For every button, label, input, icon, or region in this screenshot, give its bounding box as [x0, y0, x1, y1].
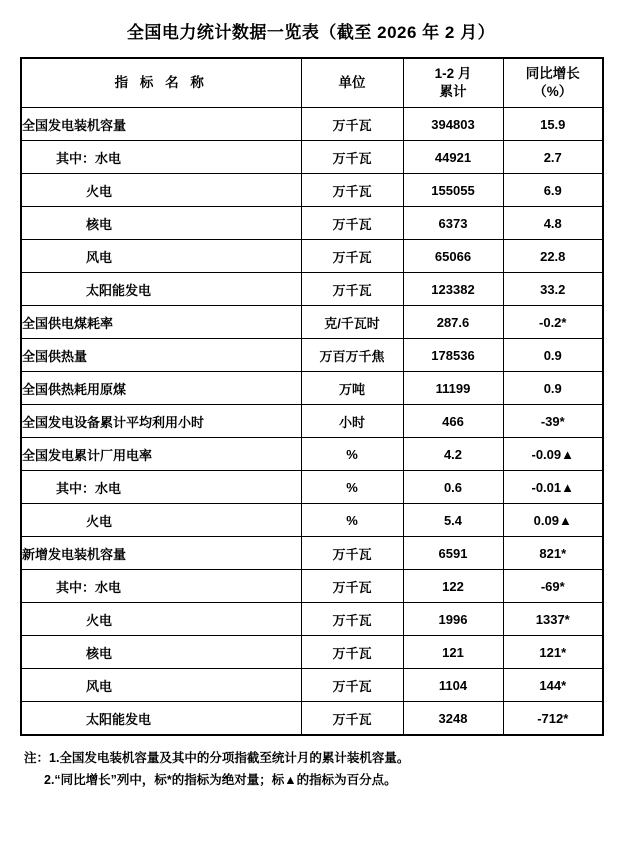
table-row — [21, 471, 603, 504]
cell-unit: 万吨 — [301, 372, 403, 405]
cell-yoy-growth: -69* — [503, 570, 603, 603]
column-header-cumulative-line2: 累计 — [439, 84, 467, 99]
table-row — [21, 603, 603, 636]
cell-unit: 万千瓦 — [301, 174, 403, 207]
cell-cumulative-value: 5.4 — [403, 504, 503, 537]
note-line-2: 2.“同比增长”列中，标*的指标为绝对量；标▲的指标为百分点。 — [44, 772, 397, 787]
cell-unit: % — [301, 504, 403, 537]
table-header — [21, 58, 603, 108]
table-row — [21, 273, 603, 306]
cell-indicator-name: 全国发电装机容量 — [21, 108, 301, 141]
cell-unit: 万千瓦 — [301, 669, 403, 702]
cell-cumulative-value: 1996 — [403, 603, 503, 636]
table-row — [21, 438, 603, 471]
cell-indicator-name: 风电 — [21, 240, 301, 273]
cell-cumulative-value: 123382 — [403, 273, 503, 306]
table-row — [21, 141, 603, 174]
cell-indicator-name: 火电 — [21, 504, 301, 537]
cell-indicator-name: 核电 — [21, 207, 301, 240]
cell-cumulative-value: 394803 — [403, 108, 503, 141]
cell-unit: 万千瓦 — [301, 603, 403, 636]
table-notes — [24, 748, 598, 792]
column-header-yoy-growth — [503, 58, 603, 108]
cell-unit: 万百万千焦 — [301, 339, 403, 372]
table-row — [21, 207, 603, 240]
column-header-cumulative-value — [403, 58, 503, 108]
cell-cumulative-value: 466 — [403, 405, 503, 438]
cell-yoy-growth: -39* — [503, 405, 603, 438]
cell-unit: 克/千瓦时 — [301, 306, 403, 339]
cell-cumulative-value: 44921 — [403, 141, 503, 174]
cell-yoy-growth: 15.9 — [503, 108, 603, 141]
cell-indicator-name: 其中：水电 — [21, 471, 301, 504]
cell-indicator-name: 风电 — [21, 669, 301, 702]
cell-yoy-growth: -0.09▲ — [503, 438, 603, 471]
cell-yoy-growth: 0.9 — [503, 372, 603, 405]
table-row — [21, 636, 603, 669]
cell-unit: 万千瓦 — [301, 702, 403, 736]
cell-unit: 万千瓦 — [301, 207, 403, 240]
cell-cumulative-value: 11199 — [403, 372, 503, 405]
table-row — [21, 570, 603, 603]
table-header-row — [21, 58, 603, 108]
table-row — [21, 405, 603, 438]
cell-indicator-name: 新增发电装机容量 — [21, 537, 301, 570]
column-header-indicator-name-label: 指 标 名 称 — [114, 74, 208, 90]
table-row — [21, 669, 603, 702]
column-header-yoy-line1: 同比增长 — [525, 65, 580, 81]
cell-yoy-growth: -712* — [503, 702, 603, 736]
cell-cumulative-value: 287.6 — [403, 306, 503, 339]
cell-yoy-growth: -0.2* — [503, 306, 603, 339]
cell-indicator-name: 太阳能发电 — [21, 273, 301, 306]
table-row — [21, 240, 603, 273]
cell-yoy-growth: 33.2 — [503, 273, 603, 306]
cell-cumulative-value: 65066 — [403, 240, 503, 273]
table-body — [21, 108, 603, 736]
cell-unit: 万千瓦 — [301, 108, 403, 141]
cell-cumulative-value: 6373 — [403, 207, 503, 240]
table-row — [21, 174, 603, 207]
cell-indicator-name: 全国供热量 — [21, 339, 301, 372]
document-page — [0, 18, 622, 868]
cell-cumulative-value: 1104 — [403, 669, 503, 702]
table-row — [21, 108, 603, 141]
cell-indicator-name: 太阳能发电 — [21, 702, 301, 736]
cell-yoy-growth: 2.7 — [503, 141, 603, 174]
cell-yoy-growth: 0.9 — [503, 339, 603, 372]
cell-indicator-name: 火电 — [21, 603, 301, 636]
cell-yoy-growth: 821* — [503, 537, 603, 570]
cell-yoy-growth: 4.8 — [503, 207, 603, 240]
cell-cumulative-value: 122 — [403, 570, 503, 603]
column-header-indicator-name — [21, 58, 301, 108]
cell-cumulative-value: 3248 — [403, 702, 503, 736]
cell-unit: 万千瓦 — [301, 141, 403, 174]
table-row — [21, 372, 603, 405]
cell-yoy-growth: 121* — [503, 636, 603, 669]
cell-cumulative-value: 4.2 — [403, 438, 503, 471]
column-header-yoy-line2: （%） — [533, 84, 573, 99]
page-title: 全国电力统计数据一览表（截至 2026 年 2 月） — [126, 23, 496, 42]
cell-yoy-growth: 0.09▲ — [503, 504, 603, 537]
cell-indicator-name: 火电 — [21, 174, 301, 207]
cell-cumulative-value: 6591 — [403, 537, 503, 570]
cell-indicator-name: 全国发电累计厂用电率 — [21, 438, 301, 471]
cell-yoy-growth: -0.01▲ — [503, 471, 603, 504]
cell-indicator-name: 其中：水电 — [21, 570, 301, 603]
cell-cumulative-value: 0.6 — [403, 471, 503, 504]
cell-unit: % — [301, 438, 403, 471]
cell-unit: 万千瓦 — [301, 240, 403, 273]
cell-yoy-growth: 22.8 — [503, 240, 603, 273]
cell-yoy-growth: 144* — [503, 669, 603, 702]
note-line-1: 注：1.全国发电装机容量及其中的分项指截至统计月的累计装机容量。 — [24, 751, 410, 765]
column-header-unit-label: 单位 — [338, 74, 366, 90]
table-row — [21, 537, 603, 570]
column-header-unit — [301, 58, 403, 108]
cell-unit: 万千瓦 — [301, 273, 403, 306]
cell-cumulative-value: 121 — [403, 636, 503, 669]
table-row — [21, 306, 603, 339]
cell-indicator-name: 全国供电煤耗率 — [21, 306, 301, 339]
cell-yoy-growth: 1337* — [503, 603, 603, 636]
table-row — [21, 504, 603, 537]
cell-unit: 万千瓦 — [301, 636, 403, 669]
cell-cumulative-value: 155055 — [403, 174, 503, 207]
cell-indicator-name: 其中：水电 — [21, 141, 301, 174]
cell-unit: 万千瓦 — [301, 537, 403, 570]
cell-indicator-name: 全国发电设备累计平均利用小时 — [21, 405, 301, 438]
cell-indicator-name: 全国供热耗用原煤 — [21, 372, 301, 405]
cell-cumulative-value: 178536 — [403, 339, 503, 372]
table-row — [21, 702, 603, 736]
table-row — [21, 339, 603, 372]
statistics-table-container — [20, 57, 602, 736]
cell-unit: % — [301, 471, 403, 504]
cell-yoy-growth: 6.9 — [503, 174, 603, 207]
cell-unit: 万千瓦 — [301, 570, 403, 603]
column-header-cumulative-line1: 1-2 月 — [434, 65, 472, 81]
statistics-table — [20, 57, 604, 736]
cell-indicator-name: 核电 — [21, 636, 301, 669]
cell-unit: 小时 — [301, 405, 403, 438]
